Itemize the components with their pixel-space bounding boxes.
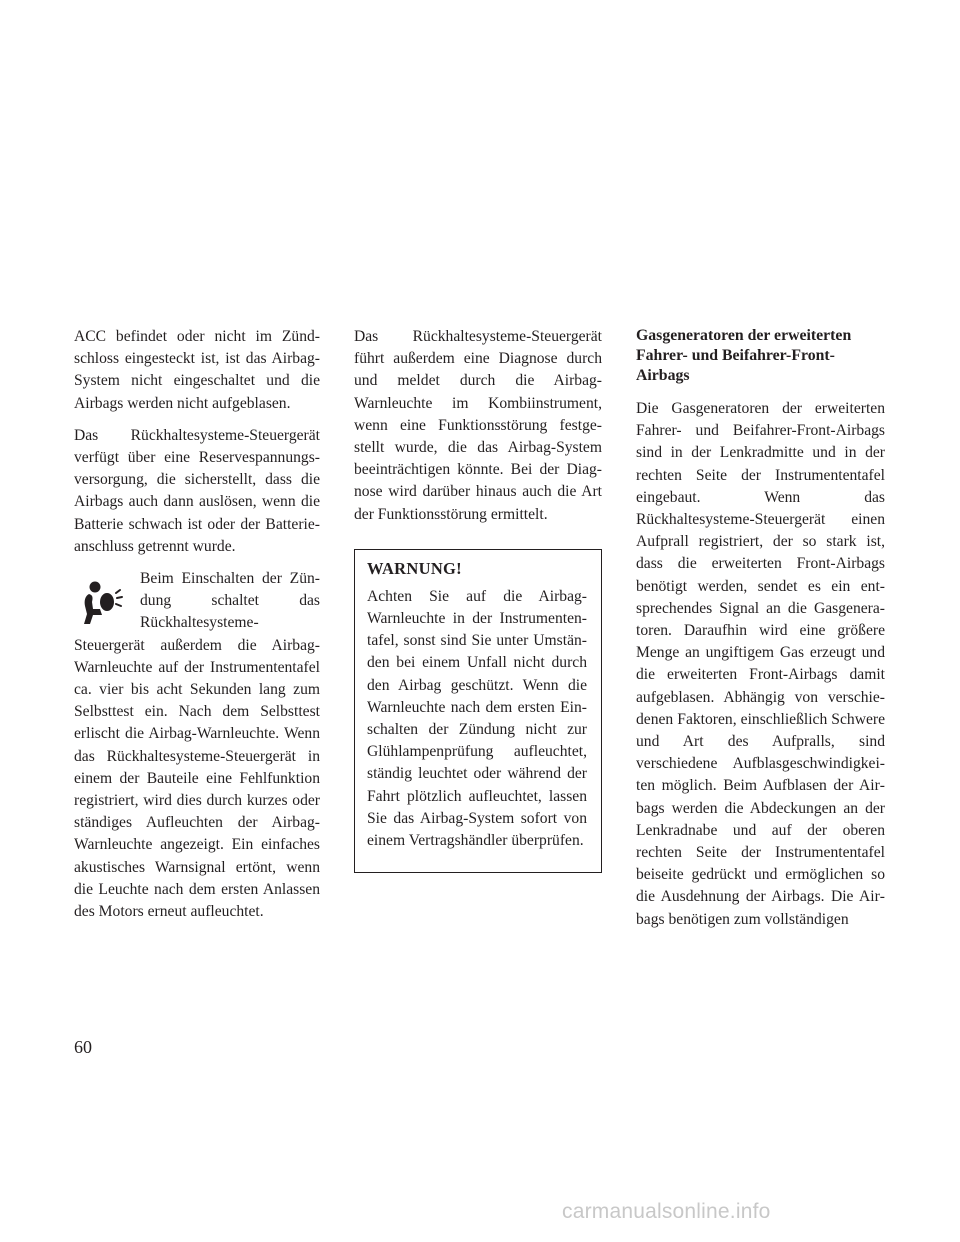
text-column-middle (354, 326, 602, 873)
paragraph: ACC befindet oder nicht im Zündschloss eingesteckt ist, ist das Airbag-System nicht eingeschaltet und die Airbags werden nicht aufgeblasen. (74, 328, 320, 412)
paragraph: Die Gasgeneratoren der erweiterten Fahrer- und Beifahrer-Front-Airbags sind in der Lenkradmitte und in der rechten Seite der Instrumententafel eingebaut. Wenn das Rückhaltesysteme-Steuergerät einen Aufprall registriert, der so stark ist, dass die erweiterten Front-Airbags benötigt werden, sendet es ein entsprechendes Signal an die Gasgeneratoren. Daraufhin wird eine größere Menge an ungiftigem Gas erzeugt und die erweiterten Front-Airbags damit aufgeblasen. Abhängig von verschiedenen Faktoren, einschließlich Schwere und Art des Aufpralls, sind verschiedene Aufblasgeschwindigkeiten möglich. Beim Aufblasen der Airbags werden die Abdeckungen an der Lenkradnabe und auf der oberen rechten Seite der Instrumententafel beiseite gedrückt und ermöglichen so die Ausdehnung der Airbags. Die Airbags benötigen zum vollständigen (636, 400, 885, 928)
icon-paragraph (74, 568, 320, 923)
watermark: carmanualsonline.info (562, 1200, 771, 1223)
page-number: 60 (74, 1037, 92, 1057)
airbag-warning-icon (76, 570, 130, 634)
text-column-right (636, 326, 885, 941)
warning-title: WARNUNG! (367, 558, 462, 578)
text-column-left (74, 326, 320, 933)
paragraph: Das Rückhaltesysteme-Steuergerät führt außerdem eine Diagnose durch und meldet durch die Airbag-Warnleuchte im Kombiinstrument, wenn eine Funktionsstörung festgestellt wurde, die das Airbag-System beeinträchtigen könnte. Bei der Diagnose wird darüber hinaus auch die Art der Funktionsstörung ermittelt. (354, 328, 602, 523)
section-heading: Gasgeneratoren der erweiterten Fahrer- und Beifahrer-Front-Airbags (636, 327, 852, 384)
paragraph: Das Rückhaltesysteme-Steuergerät verfügt über eine Reservespannungsversorgung, die sicherstellt, dass die Airbags auch dann auslösen, wenn die Batterie schwach ist oder der Batterieanschluss getrennt wurde. (74, 426, 320, 555)
paragraph: Beim Einschalten der Zündung schaltet das Rückhaltesysteme-Steuergerät außerdem die Airbag-Warnleuchte auf der Instrumententafel ca. vier bis acht Sekunden lang zum Selbsttest ein. Nach dem Selbsttest erlischt die Airbag-Warnleuchte. Wenn das Rückhaltesysteme-Steuergerät in einem der Bauteile eine Fehlfunktion registriert, wird dies durch kurzes oder ständiges Aufleuchten der Airbag-Warnleuchte angezeigt. Ein einfaches akustisches Warnsignal ertönt, wenn die Leuchte nach dem ersten Anlassen des Motors erneut aufleuchtet. (74, 570, 320, 921)
warning-text: Achten Sie auf die Airbag-Warnleuchte in der Instrumententafel, sonst sind Sie unter Umständen bei einem Unfall nicht durch den Airbag geschützt. Wenn die Warnleuchte nach dem ersten Einschalten der Zündung nicht zur Glühlampenprüfung aufleuchtet, ständig leuchtet oder während der Fahrt plötzlich aufleuchtet, lassen Sie das Airbag-System sofort von einem Vertragshändler überprüfen. (367, 587, 587, 850)
warning-box (354, 549, 602, 873)
